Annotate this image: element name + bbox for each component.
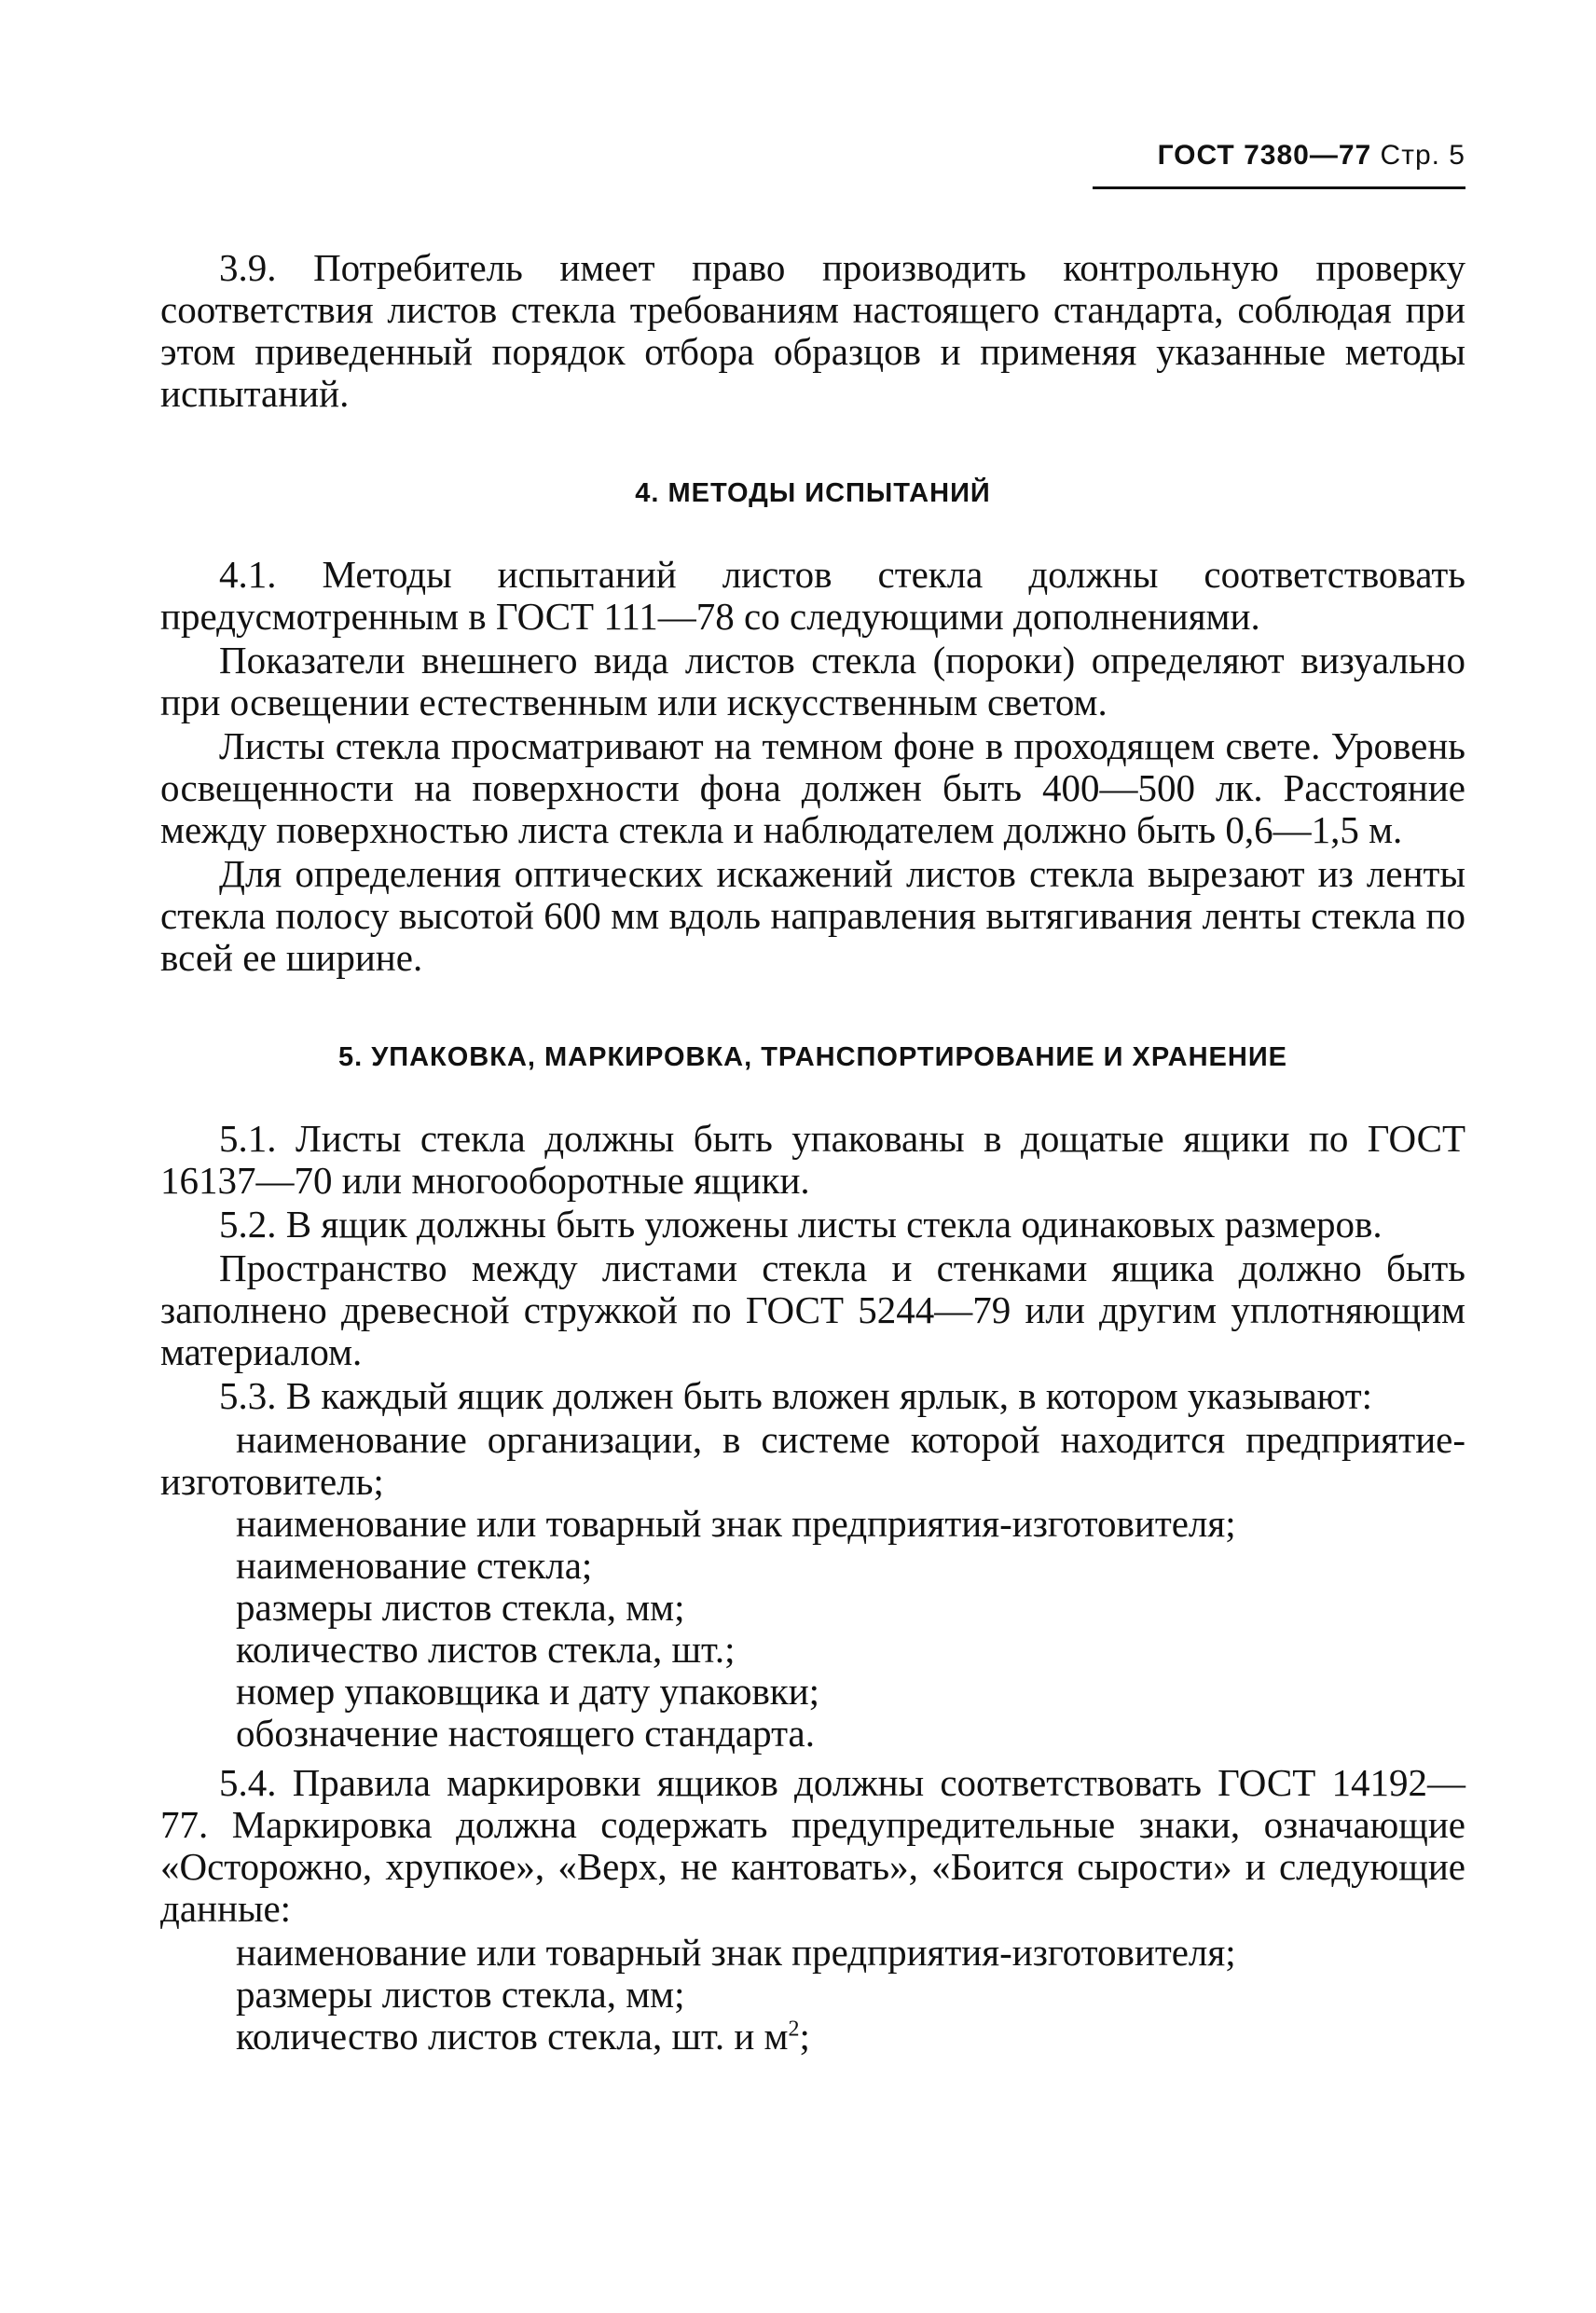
list-item: размеры листов стекла, мм; bbox=[236, 1973, 685, 2016]
list-item: обозначение настоящего стандарта. bbox=[236, 1712, 815, 1755]
section-4-title: 4. МЕТОДЫ ИСПЫТАНИЙ bbox=[635, 478, 991, 508]
list-item: наименование стекла; bbox=[236, 1544, 593, 1587]
paragraph-3-9: 3.9. Потребитель имеет право производить контрольную проверку соответствия листов стекла требованиям настоящего стандарта, соблюдая при этом приведенный порядок отбора образцов и применяя указанные методы испытаний. bbox=[160, 246, 1465, 415]
list-item: наименование организации, в системе которой находится предприятие-изготовитель; bbox=[160, 1418, 1465, 1503]
list-item-last bbox=[160, 2016, 1465, 2058]
document-body bbox=[160, 140, 1465, 2058]
standard-number: ГОСТ 7380—77 bbox=[1157, 140, 1372, 171]
section-5-title: 5. УПАКОВКА, МАРКИРОВКА, ТРАНСПОРТИРОВАНИЕ И ХРАНЕНИЕ bbox=[337, 1042, 1288, 1072]
paragraph-4-1-optical: Для определения оптических искажений листов стекла вырезают из ленты стекла полосу высотой 600 мм вдоль направления вытягивания ленты стекла по всей ее ширине. bbox=[160, 852, 1465, 979]
list-item: номер упаковщика и дату упаковки; bbox=[236, 1670, 820, 1713]
list-item: размеры листов стекла, мм; bbox=[236, 1586, 685, 1629]
paragraph-5-2: 5.2. В ящик должны быть уложены листы стекла одинаковых размеров. bbox=[219, 1203, 1383, 1246]
paragraph-4-1-visual: Показатели внешнего вида листов стекла (пороки) определяют визуально при освещении естественным или искусственным светом. bbox=[160, 639, 1465, 723]
paragraph-4-1-lighting: Листы стекла просматривают на темном фоне в проходящем свете. Уровень освещенности на поверхности фона должен быть 400—500 лк. Расстояние между поверхностью листа стекла и наблюдателем должно быть 0,6—1,5 м. bbox=[160, 724, 1465, 851]
list-item: количество листов стекла, шт.; bbox=[236, 1628, 736, 1671]
list-item-text: количество листов стекла, шт. и м bbox=[236, 2015, 789, 2058]
list-item: наименование или товарный знак предприятия-изготовителя; bbox=[236, 1502, 1236, 1545]
paragraph-5-2-filling: Пространство между листами стекла и стенками ящика должно быть заполнено древесной стружкой по ГОСТ 5244—79 или другим уплотняющим материалом. bbox=[160, 1246, 1465, 1373]
paragraph-5-4: 5.4. Правила маркировки ящиков должны соответствовать ГОСТ 14192—77. Маркировка должна содержать предупредительные знаки, означающие «Осторожно, хрупкое», «Верх, не кантовать», «Боится сырости» и следующие данные: bbox=[160, 1761, 1465, 1930]
paragraph-5-3: 5.3. В каждый ящик должен быть вложен ярлык, в котором указывают: bbox=[219, 1374, 1373, 1417]
paragraph-5-1: 5.1. Листы стекла должны быть упакованы в дощатые ящики по ГОСТ 16137—70 или многооборотные ящики. bbox=[160, 1117, 1465, 1202]
list-item-tail: ; bbox=[799, 2015, 810, 2058]
superscript-2: 2 bbox=[788, 2017, 800, 2042]
paragraph-4-1: 4.1. Методы испытаний листов стекла должны соответствовать предусмотренным в ГОСТ 111—78 со следующими дополнениями. bbox=[160, 553, 1465, 638]
list-item: наименование или товарный знак предприятия-изготовителя; bbox=[236, 1931, 1236, 1974]
page-number: Стр. 5 bbox=[1380, 140, 1465, 171]
